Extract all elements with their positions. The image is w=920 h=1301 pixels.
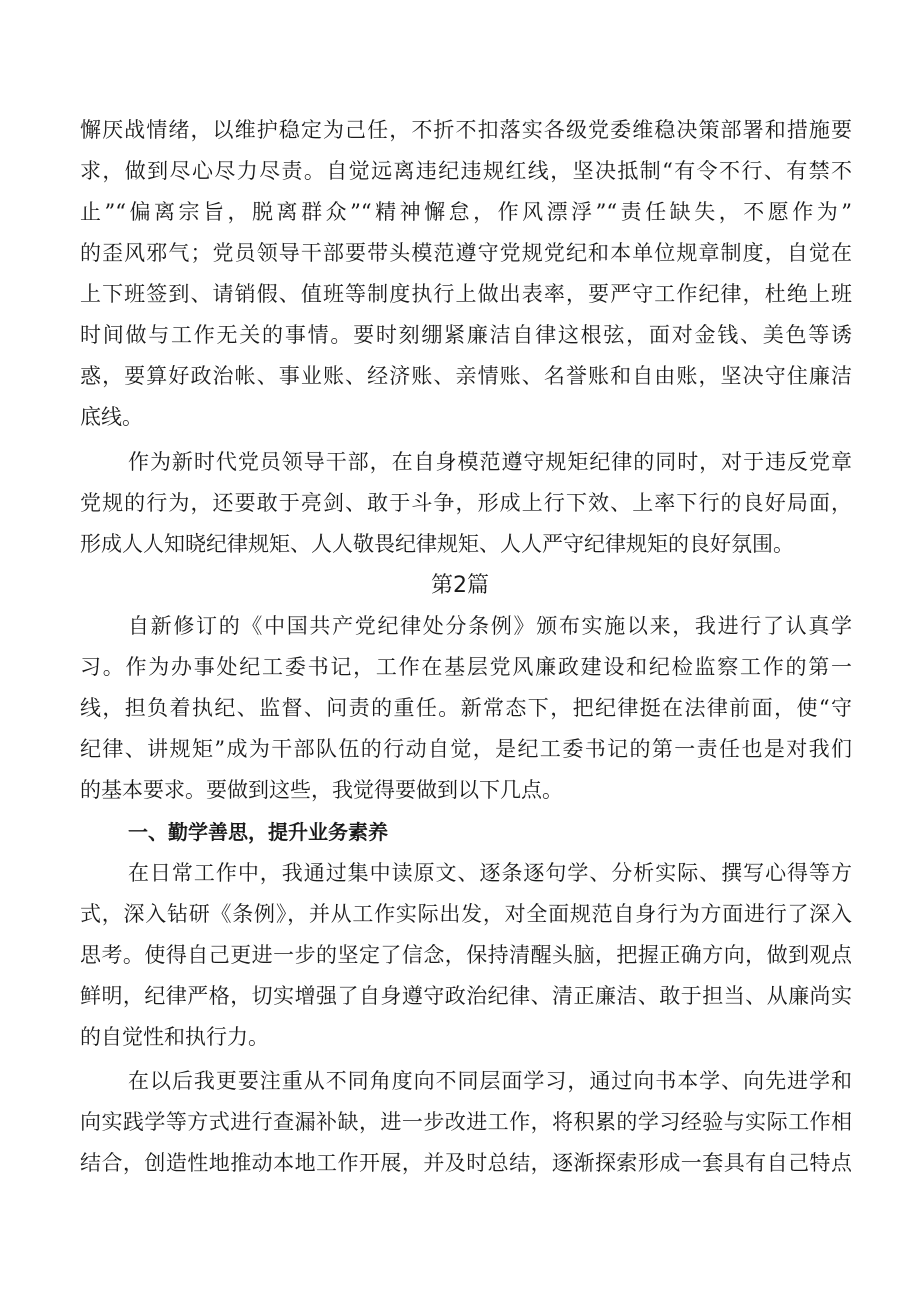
paragraph-line: 习。作为办事处纪工委书记，工作在基层党风廉政建设和纪检监察工作的第一	[80, 655, 852, 679]
paragraph-line: 时间做与工作无关的事情。要时刻绷紧廉洁自律这根弦，面对金钱、美色等诱	[80, 323, 852, 347]
paragraph-regulations-intro	[80, 606, 852, 811]
paragraph-line: 上下班签到、请销假、值班等制度执行上做出表率，要严守工作纪律，杜绝上班	[80, 282, 852, 306]
paragraph-line: 惑，要算好政治帐、事业账、经济账、亲情账、名誉账和自由账，坚决守住廉洁	[80, 364, 852, 388]
paragraph-line: 的自觉性和执行力。	[80, 1025, 269, 1049]
paragraph-line: 止”“偏离宗旨，脱离群众”“精神懈怠，作风漂浮”“责任缺失，不愿作为”	[80, 200, 852, 224]
paragraph-line: 在日常工作中，我通过集中读原文、逐条逐句学、分析实际、撰写心得等方	[128, 861, 852, 885]
section-heading: 一、勤学善思，提升业务素养	[128, 820, 388, 844]
paragraph-line: 纪律、讲规矩”成为干部队伍的行动自觉，是纪工委书记的第一责任也是对我们	[80, 737, 852, 761]
paragraph-line: 作为新时代党员领导干部，在自身模范遵守规矩纪律的同时，对于违反党章	[128, 450, 852, 474]
paragraph-new-era-leaders	[80, 442, 852, 565]
paragraph-line: 的基本要求。要做到这些，我觉得要做到以下几点。	[80, 778, 563, 802]
paragraph-line: 在以后我更要注重从不同角度向不同层面学习，通过向书本学、向先进学和	[128, 1069, 852, 1093]
paragraph-line: 底线。	[80, 405, 143, 429]
paragraph-line: 形成人人知晓纪律规矩、人人敬畏纪律规矩、人人严守纪律规矩的良好氛围。	[80, 532, 794, 556]
paragraph-line: 懈厌战情绪，以维护稳定为己任，不折不扣落实各级党委维稳决策部署和措施要	[80, 118, 852, 142]
paragraph-line: 自新修订的《中国共产党纪律处分条例》颁布实施以来，我进行了认真学	[128, 614, 852, 638]
paragraph-line: 鲜明，纪律严格，切实增强了自身遵守政治纪律、清正廉洁、敢于担当、从廉尚实	[80, 984, 852, 1008]
paragraph-future-learning	[80, 1061, 852, 1184]
paragraph-line: 党规的行为，还要敢于亮剑、敢于斗争，形成上行下效、上率下行的良好局面，	[80, 491, 852, 515]
paragraph-line: 思考。使得自己更进一步的坚定了信念，保持清醒头脑，把握正确方向，做到观点	[80, 943, 852, 967]
paragraph-line: 结合，创造性地推动本地工作开展，并及时总结，逐渐探索形成一套具有自己特点	[80, 1151, 852, 1175]
paragraph-discipline-continued	[80, 110, 852, 438]
paragraph-daily-study	[80, 853, 852, 1058]
paragraph-line: 向实践学等方式进行查漏补缺，进一步改进工作，将积累的学习经验与实际工作相	[80, 1110, 852, 1134]
paragraph-line: 的歪风邪气；党员领导干部要带头模范遵守党规党纪和本单位规章制度，自觉在	[80, 241, 852, 265]
paragraph-line: 式，深入钻研《条例》，并从工作实际出发，对全面规范自身行为方面进行了深入	[80, 902, 852, 926]
paragraph-line: 线，担负着执纪、监督、问责的重任。新常态下，把纪律挺在法律前面，使“守	[80, 696, 852, 720]
chapter-title: 第2篇	[431, 573, 489, 598]
paragraph-line: 求，做到尽心尽力尽责。自觉远离违纪违规红线，坚决抵制“有令不行、有禁不	[80, 159, 852, 183]
